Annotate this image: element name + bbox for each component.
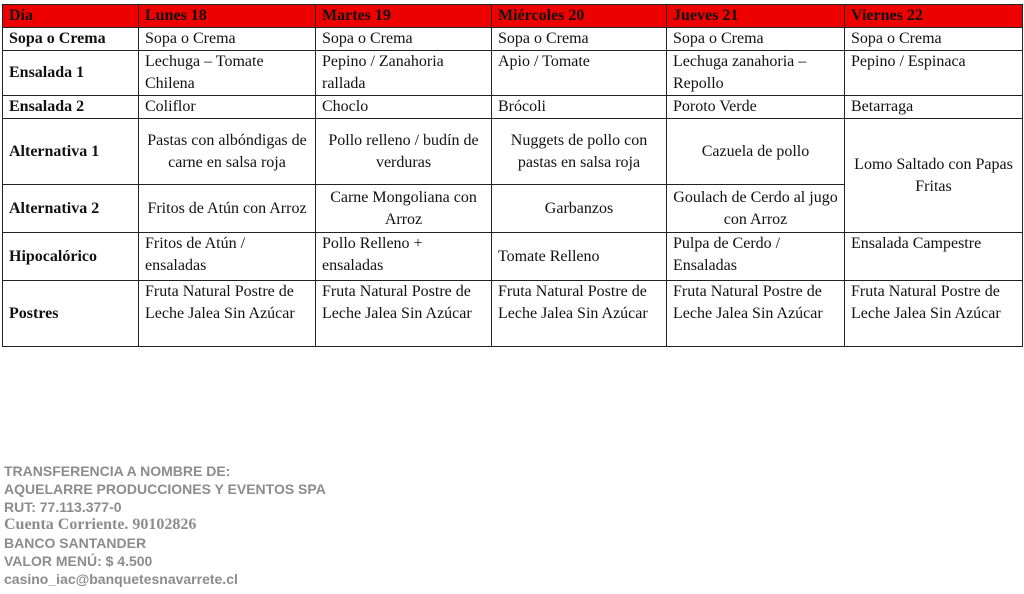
menu-cell: Fruta Natural Postre de Leche Jalea Sin Azúcar — [316, 281, 492, 347]
menu-cell: Pastas con albóndigas de carne en salsa roja — [139, 119, 316, 185]
menu-cell: Ensalada Campestre — [845, 233, 1023, 281]
table-row — [3, 28, 1023, 51]
menu-cell: Garbanzos — [492, 185, 667, 233]
menu-cell-merged: Lomo Saltado con Papas Fritas — [845, 119, 1023, 233]
menu-cell: Sopa o Crema — [492, 28, 667, 51]
menu-price: VALOR MENÚ: $ 4.500 — [4, 553, 153, 569]
menu-cell: Fritos de Atún / ensaladas — [139, 233, 316, 281]
row-label: Ensalada 2 — [3, 96, 139, 119]
menu-cell: Pepino / Espinaca — [845, 51, 1023, 96]
menu-cell: Fruta Natural Postre de Leche Jalea Sin Azúcar — [139, 281, 316, 347]
header-day: Jueves 21 — [667, 5, 845, 28]
header-day: Lunes 18 — [139, 5, 316, 28]
menu-cell: Lechuga zanahoria – Repollo — [667, 51, 845, 96]
table-row — [3, 281, 1023, 347]
menu-cell: Fritos de Atún con Arroz — [139, 185, 316, 233]
header-row — [3, 5, 1023, 28]
row-label: Alternativa 2 — [3, 185, 139, 233]
menu-cell: Coliflor — [139, 96, 316, 119]
menu-cell: Betarraga — [845, 96, 1023, 119]
menu-cell: Pollo Relleno + ensaladas — [316, 233, 492, 281]
transfer-heading: TRANSFERENCIA A NOMBRE DE: — [4, 463, 231, 479]
menu-cell: Goulach de Cerdo al jugo con Arroz — [667, 185, 845, 233]
menu-cell: Pepino / Zanahoria rallada — [316, 51, 492, 96]
menu-cell: Fruta Natural Postre de Leche Jalea Sin Azúcar — [667, 281, 845, 347]
rut-number: RUT: 77.113.377-0 — [4, 499, 122, 515]
menu-cell: Pulpa de Cerdo / Ensaladas — [667, 233, 845, 281]
bank-name: BANCO SANTANDER — [4, 535, 147, 551]
table-row — [3, 96, 1023, 119]
menu-cell: Nuggets de pollo con pastas en salsa roja — [492, 119, 667, 185]
menu-cell: Tomate Relleno — [492, 233, 667, 281]
account-number: Cuenta Corriente. 90102826 — [4, 516, 197, 533]
menu-cell: Poroto Verde — [667, 96, 845, 119]
row-label: Postres — [3, 281, 139, 347]
header-day: Martes 19 — [316, 5, 492, 28]
menu-cell: Pollo relleno / budín de verduras — [316, 119, 492, 185]
header-corner: Día — [3, 5, 139, 28]
menu-cell: Sopa o Crema — [316, 28, 492, 51]
company-name: AQUELARRE PRODUCCIONES Y EVENTOS SPA — [4, 481, 326, 497]
menu-cell: Lechuga – Tomate Chilena — [139, 51, 316, 96]
payment-info — [4, 462, 326, 588]
menu-cell: Sopa o Crema — [667, 28, 845, 51]
row-label: Ensalada 1 — [3, 51, 139, 96]
menu-cell: Brócoli — [492, 96, 667, 119]
row-label: Alternativa 1 — [3, 119, 139, 185]
row-label: Sopa o Crema — [3, 28, 139, 51]
menu-cell: Apio / Tomate — [492, 51, 667, 96]
menu-cell: Fruta Natural Postre de Leche Jalea Sin Azúcar — [492, 281, 667, 347]
menu-cell: Fruta Natural Postre de Leche Jalea Sin Azúcar — [845, 281, 1023, 347]
contact-email: casino_iac@banquetesnavarrete.cl — [4, 571, 238, 587]
header-day: Miércoles 20 — [492, 5, 667, 28]
menu-cell: Cazuela de pollo — [667, 119, 845, 185]
table-row — [3, 119, 1023, 185]
menu-cell: Sopa o Crema — [845, 28, 1023, 51]
menu-cell: Carne Mongoliana con Arroz — [316, 185, 492, 233]
menu-cell: Sopa o Crema — [139, 28, 316, 51]
header-day: Viernes 22 — [845, 5, 1023, 28]
menu-table — [2, 4, 1023, 347]
menu-cell: Choclo — [316, 96, 492, 119]
table-row — [3, 233, 1023, 281]
table-row — [3, 51, 1023, 96]
row-label: Hipocalórico — [3, 233, 139, 281]
